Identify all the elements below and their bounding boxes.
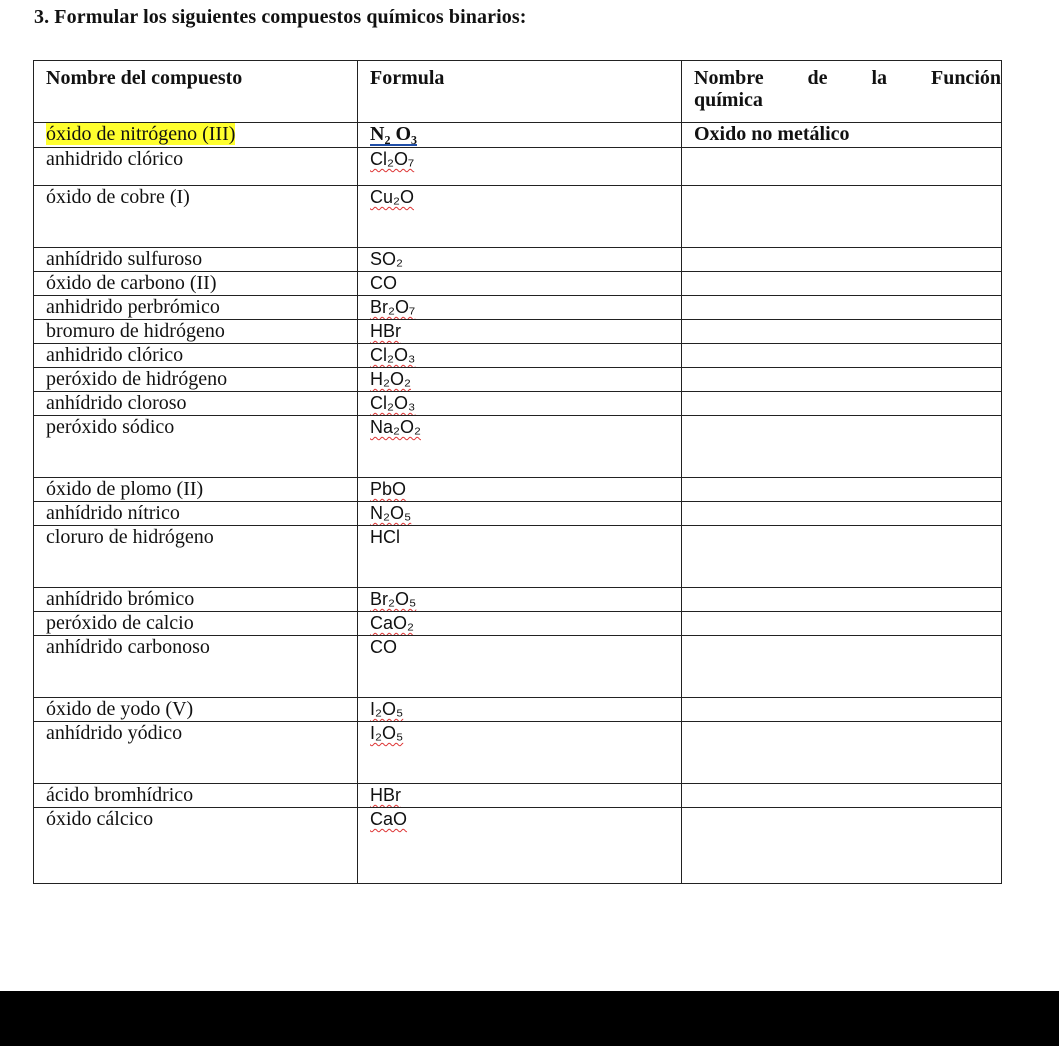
compound-name: bromuro de hidrógeno xyxy=(46,320,225,342)
function-cell xyxy=(682,416,1002,478)
compound-name-cell xyxy=(34,416,358,478)
table-row xyxy=(34,636,1002,698)
formula-text: N₂ O₃ xyxy=(370,123,417,145)
formula-text: I₂O₅ xyxy=(370,699,404,719)
compound-name-cell xyxy=(34,722,358,784)
function-cell xyxy=(682,272,1002,296)
formula-cell xyxy=(358,344,682,368)
table-row xyxy=(34,320,1002,344)
compound-name: óxido de plomo (II) xyxy=(46,478,204,500)
formula-text: CO xyxy=(370,637,397,657)
compounds-table xyxy=(33,60,1002,884)
compound-name-cell xyxy=(34,502,358,526)
formula-text: HBr xyxy=(370,321,401,341)
header-name: Nombre del compuesto xyxy=(34,61,358,123)
formula-cell xyxy=(358,784,682,808)
formula-cell xyxy=(358,698,682,722)
formula-text: Cu₂O xyxy=(370,187,414,207)
formula-cell xyxy=(358,320,682,344)
compound-name: óxido cálcico xyxy=(46,808,154,830)
table-row xyxy=(34,478,1002,502)
function-cell xyxy=(682,784,1002,808)
compound-name-cell xyxy=(34,784,358,808)
compound-name-cell xyxy=(34,186,358,248)
compound-name: anhidrido clórico xyxy=(46,344,184,366)
table-row xyxy=(34,248,1002,272)
table-row xyxy=(34,588,1002,612)
formula-cell xyxy=(358,636,682,698)
formula-cell xyxy=(358,526,682,588)
compound-name-cell xyxy=(34,344,358,368)
formula-cell xyxy=(358,272,682,296)
compound-name-cell xyxy=(34,123,358,148)
compound-name: óxido de yodo (V) xyxy=(46,698,194,720)
formula-cell xyxy=(358,808,682,884)
header-function xyxy=(682,61,1002,123)
header-function-line2: química xyxy=(694,89,763,111)
table-body xyxy=(34,148,1002,884)
formula-cell xyxy=(358,368,682,392)
function-cell xyxy=(682,392,1002,416)
function-cell xyxy=(682,148,1002,186)
table-header-row xyxy=(34,61,1002,123)
function-cell xyxy=(682,698,1002,722)
table-row xyxy=(34,272,1002,296)
compound-name-cell xyxy=(34,392,358,416)
formula-cell xyxy=(358,296,682,320)
formula-cell xyxy=(358,186,682,248)
table-row xyxy=(34,612,1002,636)
formula-text: CaO₂ xyxy=(370,613,414,633)
formula-text: HCl xyxy=(370,527,400,547)
function-cell xyxy=(682,248,1002,272)
formula-cell xyxy=(358,478,682,502)
table-row xyxy=(34,148,1002,186)
table-row xyxy=(34,416,1002,478)
formula-cell xyxy=(358,502,682,526)
formula-text: Cl₂O₃ xyxy=(370,345,416,365)
compound-name-cell xyxy=(34,612,358,636)
compound-name: óxido de carbono (II) xyxy=(46,272,217,294)
table-row xyxy=(34,502,1002,526)
formula-cell xyxy=(358,612,682,636)
compound-name-cell xyxy=(34,478,358,502)
formula-text: SO₂ xyxy=(370,249,403,269)
function-cell xyxy=(682,344,1002,368)
function-cell xyxy=(682,808,1002,884)
formula-cell xyxy=(358,248,682,272)
compound-name: anhídrido yódico xyxy=(46,722,183,744)
function-cell xyxy=(682,588,1002,612)
formula-cell xyxy=(358,588,682,612)
compound-name-cell xyxy=(34,588,358,612)
compound-name-cell xyxy=(34,698,358,722)
compound-name-cell xyxy=(34,368,358,392)
formula-text: Cl₂O₇ xyxy=(370,149,415,169)
compound-name-cell xyxy=(34,636,358,698)
formula-text: HBr xyxy=(370,785,401,805)
function-cell xyxy=(682,296,1002,320)
function-cell xyxy=(682,502,1002,526)
function-cell xyxy=(682,612,1002,636)
function-cell xyxy=(682,722,1002,784)
compound-name: anhídrido sulfuroso xyxy=(46,248,203,270)
formula-text: H₂O₂ xyxy=(370,369,411,389)
table-row xyxy=(34,368,1002,392)
formula-text: I₂O₅ xyxy=(370,723,404,743)
compound-name-cell xyxy=(34,148,358,186)
formula-cell xyxy=(358,722,682,784)
compound-name-cell xyxy=(34,296,358,320)
compound-name-cell xyxy=(34,526,358,588)
compound-name: anhídrido brómico xyxy=(46,588,195,610)
compound-name-cell xyxy=(34,248,358,272)
formula-cell xyxy=(358,416,682,478)
table-row xyxy=(34,698,1002,722)
compound-name: peróxido de hidrógeno xyxy=(46,368,228,390)
function-cell xyxy=(682,526,1002,588)
formula-text: Br₂O₅ xyxy=(370,589,417,609)
function-cell xyxy=(682,186,1002,248)
function-cell xyxy=(682,368,1002,392)
function-cell xyxy=(682,320,1002,344)
table-row xyxy=(34,784,1002,808)
formula-text: Cl₂O₃ xyxy=(370,393,416,413)
formula-text: CO xyxy=(370,273,397,293)
table-row xyxy=(34,344,1002,368)
table-row xyxy=(34,392,1002,416)
function-cell xyxy=(682,123,1002,148)
formula-text: PbO xyxy=(370,479,407,499)
compound-name-cell xyxy=(34,320,358,344)
table-row xyxy=(34,526,1002,588)
header-formula: Formula xyxy=(358,61,682,123)
compound-name-cell xyxy=(34,272,358,296)
compound-name: cloruro de hidrógeno xyxy=(46,526,214,548)
compound-name: óxido de cobre (I) xyxy=(46,186,190,208)
compound-name: óxido de nitrógeno (III) xyxy=(46,123,236,145)
function-cell xyxy=(682,636,1002,698)
compound-name: anhidrido perbrómico xyxy=(46,296,220,318)
table-row xyxy=(34,123,1002,148)
page-title: 3. Formular los siguientes compuestos químicos binarios: xyxy=(34,6,527,28)
compound-name: peróxido de calcio xyxy=(46,612,194,634)
table-row xyxy=(34,722,1002,784)
function-cell xyxy=(682,478,1002,502)
table-row xyxy=(34,186,1002,248)
formula-cell xyxy=(358,148,682,186)
formula-text: N₂O₅ xyxy=(370,503,412,523)
compound-name: anhídrido nítrico xyxy=(46,502,180,524)
table-row xyxy=(34,296,1002,320)
compound-name: anhídrido carbonoso xyxy=(46,636,210,658)
bottom-black-bar xyxy=(0,991,1059,1046)
table-row xyxy=(34,808,1002,884)
header-function-line1: Nombre de la Función xyxy=(694,67,1001,89)
function-text: Oxido no metálico xyxy=(694,123,850,145)
compound-name: anhidrido clórico xyxy=(46,148,184,170)
formula-text: Na₂O₂ xyxy=(370,417,421,437)
formula-text: Br₂O₇ xyxy=(370,297,416,317)
compound-name: ácido bromhídrico xyxy=(46,784,194,806)
formula-cell xyxy=(358,123,682,148)
formula-cell xyxy=(358,392,682,416)
compound-name-cell xyxy=(34,808,358,884)
compound-name: peróxido sódico xyxy=(46,416,175,438)
compound-name: anhídrido cloroso xyxy=(46,392,187,414)
formula-text: CaO xyxy=(370,809,408,829)
